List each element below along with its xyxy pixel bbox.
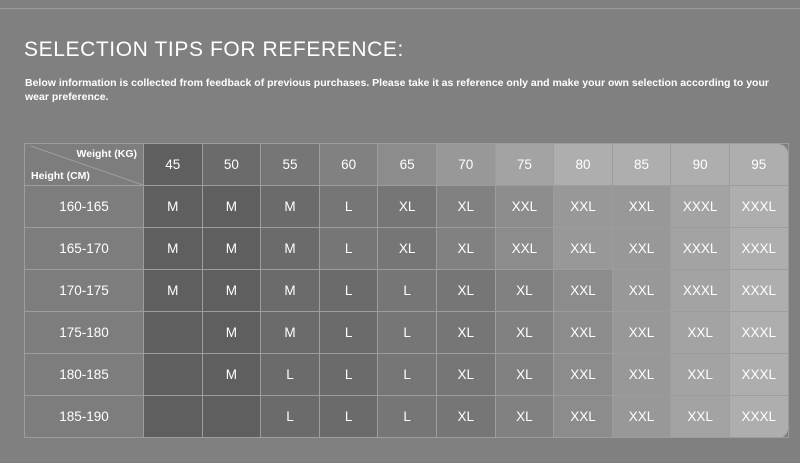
size-cell: XXXL bbox=[671, 270, 730, 312]
size-cell: XXL bbox=[671, 396, 730, 438]
table-row bbox=[25, 270, 789, 312]
size-cell: XXL bbox=[554, 354, 613, 396]
size-cell: M bbox=[202, 270, 261, 312]
size-cell: L bbox=[378, 354, 437, 396]
height-range-cell: 175-180 bbox=[25, 312, 144, 354]
size-chart-container bbox=[24, 143, 776, 438]
size-cell: XXL bbox=[612, 228, 671, 270]
size-cell: XXL bbox=[612, 270, 671, 312]
size-cell: XL bbox=[495, 312, 554, 354]
size-cell: XXL bbox=[671, 354, 730, 396]
size-cell: XXL bbox=[554, 228, 613, 270]
size-cell: XL bbox=[436, 186, 495, 228]
weight-header-cell: 90 bbox=[671, 144, 730, 186]
size-cell: L bbox=[319, 354, 378, 396]
size-cell: XXL bbox=[495, 186, 554, 228]
size-cell: XL bbox=[436, 354, 495, 396]
weight-header-cell: 50 bbox=[202, 144, 261, 186]
table-row bbox=[25, 396, 789, 438]
size-cell: XL bbox=[436, 312, 495, 354]
size-cell: M bbox=[202, 186, 261, 228]
size-cell: M bbox=[261, 270, 320, 312]
size-cell: XXL bbox=[612, 354, 671, 396]
intro-text: Below information is collected from feedback of previous purchases. Please take it as reference only and make your own selection according to your wear preference. bbox=[25, 77, 769, 103]
size-cell: L bbox=[378, 396, 437, 438]
size-cell: M bbox=[261, 312, 320, 354]
size-cell: M bbox=[144, 228, 203, 270]
height-range-cell: 160-165 bbox=[25, 186, 144, 228]
size-cell: M bbox=[202, 354, 261, 396]
size-cell: L bbox=[261, 396, 320, 438]
size-chart-table bbox=[24, 143, 789, 438]
size-cell: XL bbox=[378, 228, 437, 270]
axis-corner-cell bbox=[25, 144, 144, 186]
size-cell: L bbox=[319, 186, 378, 228]
height-axis-label: Height (CM) bbox=[31, 170, 90, 182]
size-cell: XXL bbox=[554, 312, 613, 354]
weight-header-cell: 45 bbox=[144, 144, 203, 186]
size-cell bbox=[202, 396, 261, 438]
size-cell: XXXL bbox=[729, 186, 788, 228]
size-cell: L bbox=[261, 354, 320, 396]
size-cell: XXXL bbox=[729, 354, 788, 396]
size-cell: XL bbox=[378, 186, 437, 228]
table-header-row bbox=[25, 144, 789, 186]
weight-header-cell: 60 bbox=[319, 144, 378, 186]
size-cell: M bbox=[261, 228, 320, 270]
size-cell: M bbox=[261, 186, 320, 228]
weight-axis-label: Weight (KG) bbox=[76, 148, 137, 160]
height-range-cell: 185-190 bbox=[25, 396, 144, 438]
size-cell: XXXL bbox=[729, 270, 788, 312]
table-row bbox=[25, 354, 789, 396]
height-range-cell: 180-185 bbox=[25, 354, 144, 396]
size-cell: L bbox=[319, 396, 378, 438]
table-row bbox=[25, 312, 789, 354]
table-row bbox=[25, 228, 789, 270]
height-range-cell: 165-170 bbox=[25, 228, 144, 270]
size-cell: L bbox=[319, 228, 378, 270]
size-cell: XXL bbox=[612, 312, 671, 354]
size-cell: XXL bbox=[554, 270, 613, 312]
size-cell bbox=[144, 312, 203, 354]
weight-header-cell: 80 bbox=[554, 144, 613, 186]
height-range-cell: 170-175 bbox=[25, 270, 144, 312]
size-cell: M bbox=[144, 186, 203, 228]
size-cell: XL bbox=[495, 354, 554, 396]
size-cell: XXL bbox=[495, 228, 554, 270]
weight-header-cell: 75 bbox=[495, 144, 554, 186]
table-row bbox=[25, 186, 789, 228]
size-cell: L bbox=[378, 312, 437, 354]
size-cell: XXXL bbox=[729, 228, 788, 270]
size-cell: XXL bbox=[554, 186, 613, 228]
weight-header-cell: 85 bbox=[612, 144, 671, 186]
size-cell: XXL bbox=[554, 396, 613, 438]
weight-header-cell: 95 bbox=[729, 144, 788, 186]
size-cell: L bbox=[378, 270, 437, 312]
size-cell bbox=[144, 396, 203, 438]
top-divider bbox=[0, 8, 800, 9]
size-cell: XXL bbox=[671, 312, 730, 354]
size-cell: XL bbox=[495, 396, 554, 438]
size-cell: XL bbox=[436, 270, 495, 312]
size-cell: XXL bbox=[612, 186, 671, 228]
page-title: SELECTION TIPS FOR REFERENCE: bbox=[24, 38, 404, 61]
size-cell: M bbox=[144, 270, 203, 312]
size-cell: L bbox=[319, 312, 378, 354]
weight-header-cell: 70 bbox=[436, 144, 495, 186]
size-cell: XXXL bbox=[671, 186, 730, 228]
weight-header-cell: 55 bbox=[261, 144, 320, 186]
size-cell: XXXL bbox=[729, 396, 788, 438]
weight-header-cell: 65 bbox=[378, 144, 437, 186]
size-cell: XL bbox=[436, 396, 495, 438]
size-cell: XXL bbox=[612, 396, 671, 438]
size-cell: XL bbox=[495, 270, 554, 312]
size-cell bbox=[144, 354, 203, 396]
size-cell: XXXL bbox=[729, 312, 788, 354]
size-cell: XXXL bbox=[671, 228, 730, 270]
size-cell: L bbox=[319, 270, 378, 312]
size-cell: M bbox=[202, 228, 261, 270]
size-cell: XL bbox=[436, 228, 495, 270]
size-cell: M bbox=[202, 312, 261, 354]
